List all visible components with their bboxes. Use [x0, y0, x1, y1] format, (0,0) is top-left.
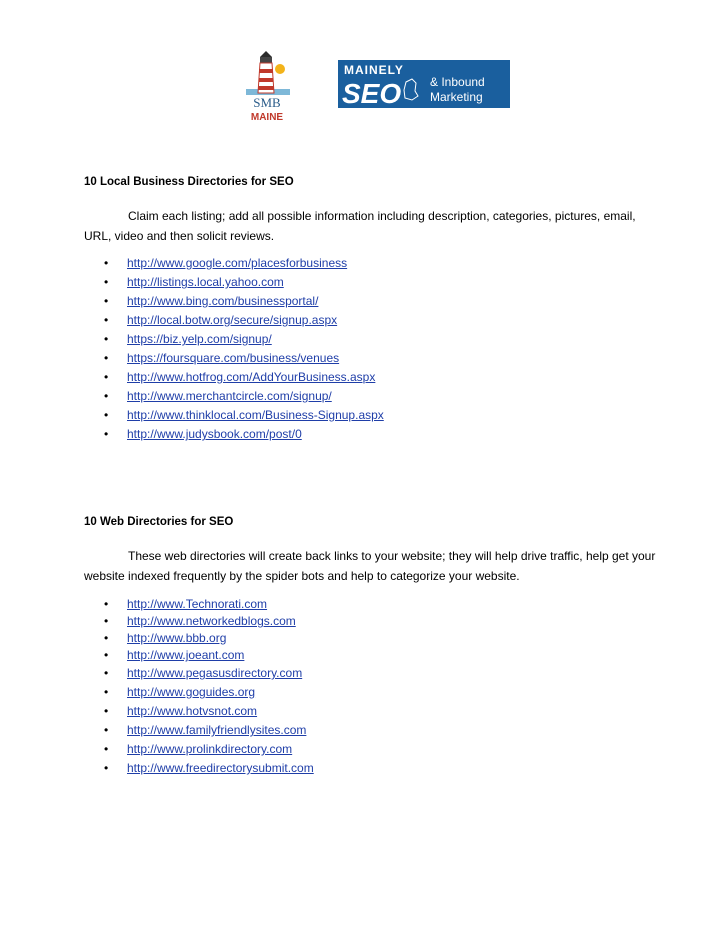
bullet-icon: • [104, 648, 109, 662]
bullet-icon: • [104, 294, 109, 308]
bullet-icon: • [104, 742, 109, 756]
list-item [84, 254, 644, 273]
section-local-directories [84, 172, 644, 444]
bullet-icon: • [104, 685, 109, 699]
directory-link[interactable]: https://biz.yelp.com/signup/ [127, 332, 272, 346]
inbound-text: & Inbound [430, 75, 485, 89]
bullet-icon: • [104, 256, 109, 270]
bullet-icon: • [104, 370, 109, 384]
list-item [84, 406, 644, 425]
directory-link[interactable]: https://foursquare.com/business/venues [127, 351, 340, 365]
bullet-icon: • [104, 351, 109, 365]
smb-maine-logo [238, 45, 296, 125]
bullet-icon: • [104, 666, 109, 680]
bullet-icon: • [104, 313, 109, 327]
directory-link[interactable]: http://www.thinklocal.com/Business-Signup.aspx [127, 408, 384, 422]
bullet-icon: • [104, 631, 109, 645]
directory-link[interactable]: http://www.merchantcircle.com/signup/ [127, 389, 332, 403]
mainely-text: MAINELY [344, 63, 404, 77]
bullet-icon: • [104, 614, 109, 628]
section-title: 10 Web Directories for SEO [84, 516, 234, 528]
mainely-seo-logo [338, 60, 510, 108]
list-item [84, 721, 664, 740]
directory-link[interactable]: http://www.pegasusdirectory.com [127, 666, 303, 680]
seo-text: SEO [342, 78, 402, 108]
list-item [84, 330, 644, 349]
maine-text: MAINE [250, 112, 284, 123]
bullet-icon: • [104, 427, 109, 441]
directory-link[interactable]: http://www.judysbook.com/post/0 [127, 427, 302, 441]
bullet-icon: • [104, 408, 109, 422]
list-item [84, 683, 664, 702]
directory-link[interactable]: http://www.networkedblogs.com [127, 614, 296, 628]
section-paragraph: Claim each listing; add all possible information including description, categories, pictures, email, URL, video and then solicit reviews. [84, 209, 636, 243]
bullet-icon: • [104, 723, 109, 737]
bullet-icon: • [104, 389, 109, 403]
list-item [84, 425, 644, 444]
list-item [84, 273, 644, 292]
directory-link[interactable]: http://www.hotvsnot.com [127, 704, 258, 718]
section-web-directories [84, 512, 664, 778]
list-item [84, 759, 664, 778]
directory-link[interactable]: http://www.bing.com/businessportal/ [127, 294, 319, 308]
directory-link[interactable]: http://www.joeant.com [127, 648, 245, 662]
directory-link[interactable]: http://local.botw.org/secure/signup.aspx [127, 313, 338, 327]
list-item [84, 292, 644, 311]
list-item [84, 387, 644, 406]
list-item [84, 702, 664, 721]
list-item [84, 368, 644, 387]
bullet-icon: • [104, 597, 109, 611]
list-item [84, 664, 664, 683]
directory-link[interactable]: http://www.familyfriendlysites.com [127, 723, 307, 737]
directory-link[interactable]: http://www.prolinkdirectory.com [127, 742, 293, 756]
link-list [84, 254, 644, 444]
directory-link[interactable]: http://www.Technorati.com [127, 597, 268, 611]
list-item [84, 311, 644, 330]
sun-icon [275, 64, 285, 74]
smb-text: SMB [253, 95, 281, 110]
link-list [84, 596, 664, 778]
directory-link[interactable]: http://www.goguides.org [127, 685, 256, 699]
list-item [84, 647, 664, 664]
section-title: 10 Local Business Directories for SEO [84, 176, 294, 188]
directory-link[interactable]: http://listings.local.yahoo.com [127, 275, 284, 289]
bullet-icon: • [104, 275, 109, 289]
list-item [84, 596, 664, 613]
list-item [84, 349, 644, 368]
directory-link[interactable]: http://www.google.com/placesforbusiness [127, 256, 348, 270]
header-logos [0, 0, 728, 130]
directory-link[interactable]: http://www.freedirectorysubmit.com [127, 761, 314, 775]
bullet-icon: • [104, 704, 109, 718]
section-paragraph: These web directories will create back links to your website; they will help drive traffic, help get your website indexed frequently by the spider bots and help to categorize your website. [84, 549, 656, 583]
list-item [84, 613, 664, 630]
marketing-text: Marketing [430, 90, 483, 104]
list-item [84, 630, 664, 647]
bullet-icon: • [104, 761, 109, 775]
directory-link[interactable]: http://www.hotfrog.com/AddYourBusiness.aspx [127, 370, 376, 384]
directory-link[interactable]: http://www.bbb.org [127, 631, 227, 645]
bullet-icon: • [104, 332, 109, 346]
list-item [84, 740, 664, 759]
